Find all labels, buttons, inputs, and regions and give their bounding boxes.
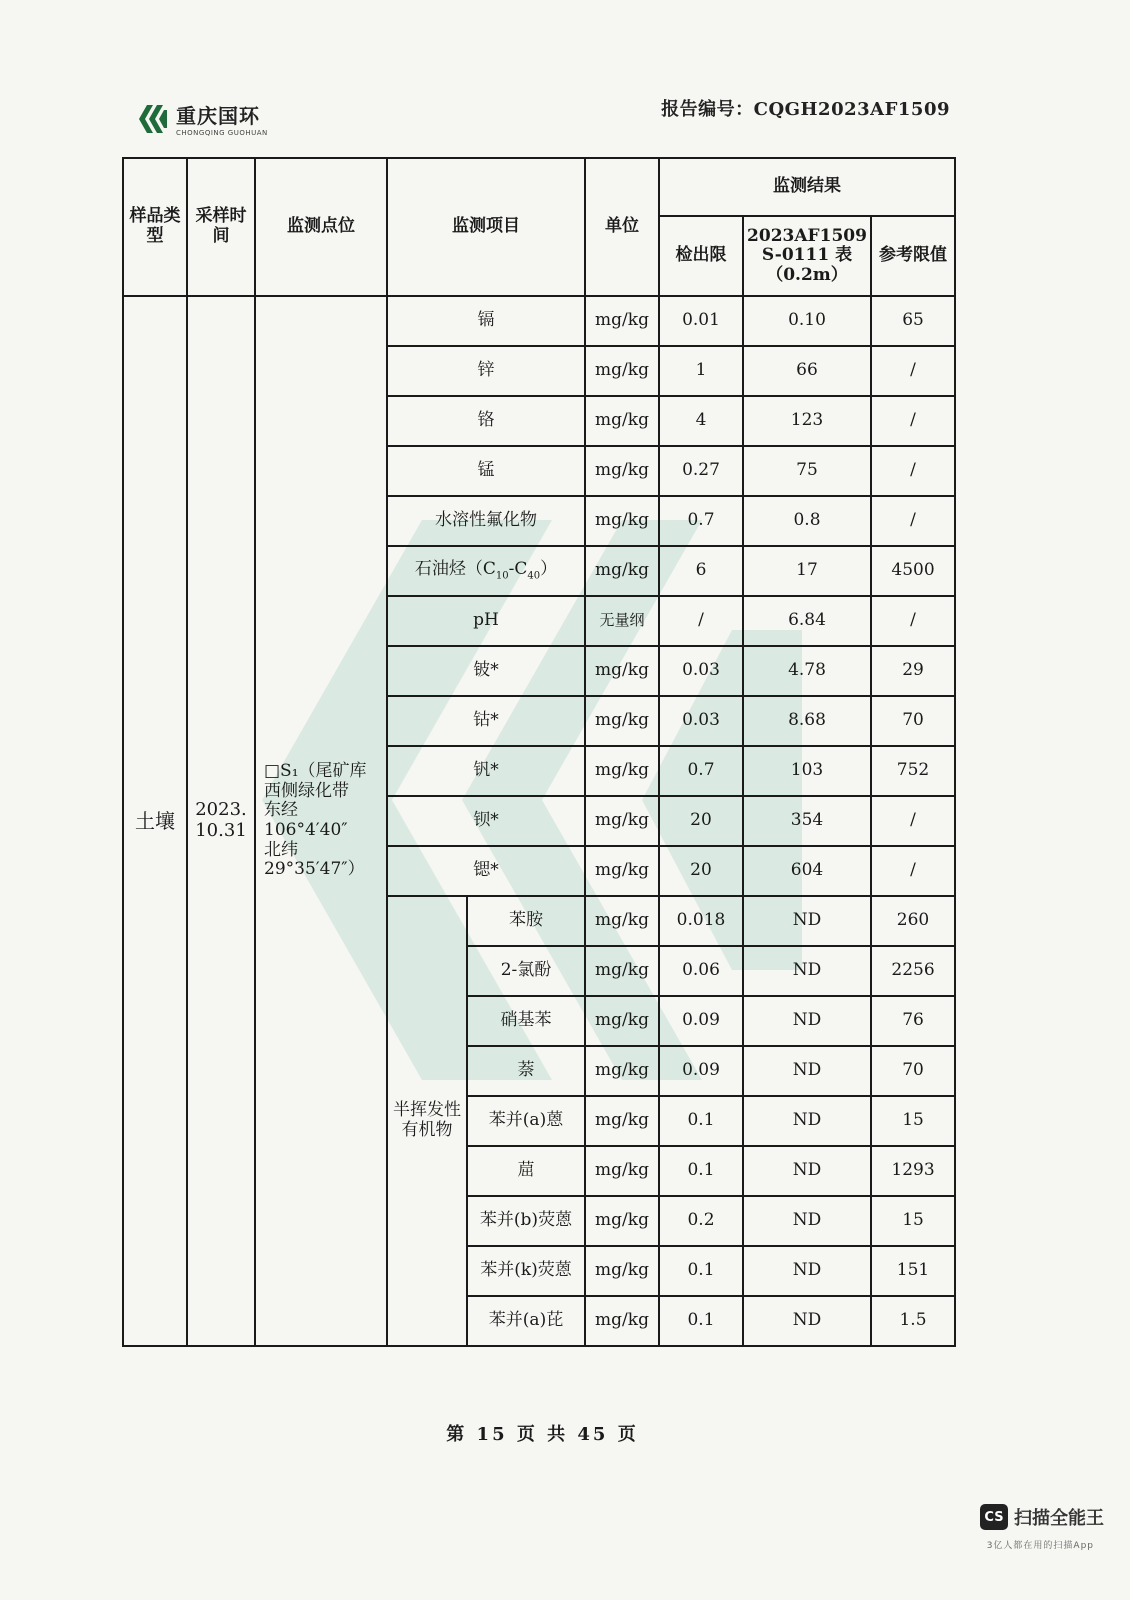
limit-cell: 0.03 [659, 696, 743, 746]
ref-cell: / [871, 846, 955, 896]
result-cell: 17 [743, 546, 871, 596]
ref-cell: / [871, 596, 955, 646]
svoc-group-cell: 半挥发性有机物 [387, 896, 467, 1346]
limit-cell: 0.1 [659, 1146, 743, 1196]
limit-cell: 0.7 [659, 496, 743, 546]
unit-cell: mg/kg [585, 446, 659, 496]
report-number: 报告编号：CQGH2023AF1509 [661, 99, 950, 120]
limit-cell: 20 [659, 796, 743, 846]
ref-cell: / [871, 496, 955, 546]
item-cell-petroleum [387, 546, 585, 596]
ref-cell: 1293 [871, 1146, 955, 1196]
result-cell: 354 [743, 796, 871, 846]
sample-id-line2: S-0111 表 [761, 245, 853, 266]
header-location: 监测点位 [255, 158, 387, 296]
item-cell: 䓛 [467, 1146, 585, 1196]
result-cell: ND [743, 1246, 871, 1296]
limit-cell: 4 [659, 396, 743, 446]
unit-cell: mg/kg [585, 946, 659, 996]
ref-cell: / [871, 446, 955, 496]
location-line: 东经 [264, 800, 298, 821]
ref-cell: 2256 [871, 946, 955, 996]
ref-cell: / [871, 346, 955, 396]
unit-cell: mg/kg [585, 996, 659, 1046]
result-cell: ND [743, 1196, 871, 1246]
location-line: □S₁（尾矿库 [264, 761, 367, 782]
petro-label: 石油烃（C [414, 559, 496, 580]
ref-cell: 752 [871, 746, 955, 796]
limit-cell: 0.09 [659, 1046, 743, 1096]
unit-cell: 无量纲 [585, 596, 659, 646]
ref-cell: 4500 [871, 546, 955, 596]
unit-cell: mg/kg [585, 1246, 659, 1296]
item-cell: 萘 [467, 1046, 585, 1096]
limit-cell: 0.2 [659, 1196, 743, 1246]
item-cell: 镉 [387, 296, 585, 346]
ref-cell: 15 [871, 1096, 955, 1146]
result-cell: 103 [743, 746, 871, 796]
petro-end: ） [540, 559, 558, 580]
location-line: 北纬 [264, 839, 298, 860]
header-sample-time: 采样时间 [187, 158, 255, 296]
ref-cell: 65 [871, 296, 955, 346]
ref-cell: 29 [871, 646, 955, 696]
item-cell: 锶* [387, 846, 585, 896]
petro-sub: 40 [527, 570, 541, 582]
item-cell: 水溶性氟化物 [387, 496, 585, 546]
item-cell: 锰 [387, 446, 585, 496]
item-cell: 苯并(b)荧蒽 [467, 1196, 585, 1246]
unit-cell: mg/kg [585, 346, 659, 396]
camscanner-icon: CS [980, 1504, 1008, 1530]
limit-cell: 0.27 [659, 446, 743, 496]
result-cell: 123 [743, 396, 871, 446]
result-cell: 66 [743, 346, 871, 396]
item-cell: 苯并(k)荧蒽 [467, 1246, 585, 1296]
header-results: 监测结果 [659, 158, 955, 216]
unit-cell: mg/kg [585, 646, 659, 696]
unit-cell: mg/kg [585, 296, 659, 346]
limit-cell: 1 [659, 346, 743, 396]
item-cell: 苯并(a)蒽 [467, 1096, 585, 1146]
company-name-en: CHONGQING GUOHUAN [176, 129, 268, 137]
petro-sub: 10 [495, 570, 509, 582]
result-cell: 604 [743, 846, 871, 896]
ref-cell: 15 [871, 1196, 955, 1246]
ref-cell: 151 [871, 1246, 955, 1296]
item-cell: 苯胺 [467, 896, 585, 946]
result-cell: ND [743, 1046, 871, 1096]
sample-date-cell [187, 296, 255, 1346]
limit-cell: / [659, 596, 743, 646]
header-sample-id [743, 216, 871, 296]
company-logo [136, 100, 268, 137]
limit-cell: 0.06 [659, 946, 743, 996]
item-cell: 钒* [387, 746, 585, 796]
result-cell: ND [743, 1296, 871, 1346]
unit-cell: mg/kg [585, 1046, 659, 1096]
unit-cell: mg/kg [585, 846, 659, 896]
sample-date-line2: 10.31 [195, 820, 247, 841]
item-cell: 苯并(a)芘 [467, 1296, 585, 1346]
unit-cell: mg/kg [585, 746, 659, 796]
ref-cell: 70 [871, 696, 955, 746]
result-cell: 75 [743, 446, 871, 496]
unit-cell: mg/kg [585, 546, 659, 596]
result-cell: ND [743, 996, 871, 1046]
limit-cell: 0.01 [659, 296, 743, 346]
limit-cell: 0.1 [659, 1096, 743, 1146]
header-detection-limit: 检出限 [659, 216, 743, 296]
result-cell: ND [743, 1146, 871, 1196]
sample-type-cell: 土壤 [123, 296, 187, 1346]
header-sample-type: 样品类型 [123, 158, 187, 296]
item-cell: 铬 [387, 396, 585, 446]
location-cell [255, 296, 387, 1346]
unit-cell: mg/kg [585, 1146, 659, 1196]
ref-cell: 76 [871, 996, 955, 1046]
unit-cell: mg/kg [585, 696, 659, 746]
limit-cell: 20 [659, 846, 743, 896]
unit-cell: mg/kg [585, 796, 659, 846]
item-cell: 2-氯酚 [467, 946, 585, 996]
ref-cell: / [871, 796, 955, 846]
result-cell: ND [743, 896, 871, 946]
company-logo-icon [136, 102, 170, 136]
result-cell: ND [743, 1096, 871, 1146]
item-cell: 硝基苯 [467, 996, 585, 1046]
header-item: 监测项目 [387, 158, 585, 296]
ref-cell: 70 [871, 1046, 955, 1096]
item-cell: 钴* [387, 696, 585, 746]
limit-cell: 0.03 [659, 646, 743, 696]
monitoring-results-table [122, 157, 956, 1347]
sample-date-line1: 2023. [195, 799, 247, 821]
scanner-name: 扫描全能王 [1014, 1508, 1104, 1529]
petro-mid: -C [508, 559, 528, 580]
item-cell: 铍* [387, 646, 585, 696]
result-cell: ND [743, 946, 871, 996]
sample-id-line3: （0.2m） [766, 264, 848, 285]
location-line: 29°35′47″） [264, 859, 365, 880]
item-cell: 锌 [387, 346, 585, 396]
limit-cell: 0.09 [659, 996, 743, 1046]
result-cell: 0.8 [743, 496, 871, 546]
unit-cell: mg/kg [585, 1196, 659, 1246]
scanner-badge [980, 1504, 1104, 1530]
limit-cell: 0.018 [659, 896, 743, 946]
unit-cell: mg/kg [585, 1296, 659, 1346]
location-line: 106°4′40″ [264, 820, 348, 840]
location-line: 西侧绿化带 [264, 780, 349, 801]
ref-cell: 260 [871, 896, 955, 946]
result-cell: 0.10 [743, 296, 871, 346]
result-cell: 6.84 [743, 596, 871, 646]
unit-cell: mg/kg [585, 396, 659, 446]
item-cell: pH [387, 596, 585, 646]
header-unit: 单位 [585, 158, 659, 296]
unit-cell: mg/kg [585, 1096, 659, 1146]
ref-cell: / [871, 396, 955, 446]
sample-id-line1: 2023AF1509 [747, 225, 867, 246]
scanner-tagline: 3亿人都在用的扫描App [986, 1541, 1094, 1551]
table-row [123, 296, 955, 346]
item-cell: 钡* [387, 796, 585, 846]
company-name-cn: 重庆国环 [176, 104, 260, 128]
header-reference-limit: 参考限值 [871, 216, 955, 296]
ref-cell: 1.5 [871, 1296, 955, 1346]
limit-cell: 0.1 [659, 1296, 743, 1346]
limit-cell: 0.7 [659, 746, 743, 796]
limit-cell: 0.1 [659, 1246, 743, 1296]
result-cell: 8.68 [743, 696, 871, 746]
unit-cell: mg/kg [585, 496, 659, 546]
unit-cell: mg/kg [585, 896, 659, 946]
page-number: 第 15 页 共 45 页 [446, 1424, 639, 1445]
result-cell: 4.78 [743, 646, 871, 696]
limit-cell: 6 [659, 546, 743, 596]
